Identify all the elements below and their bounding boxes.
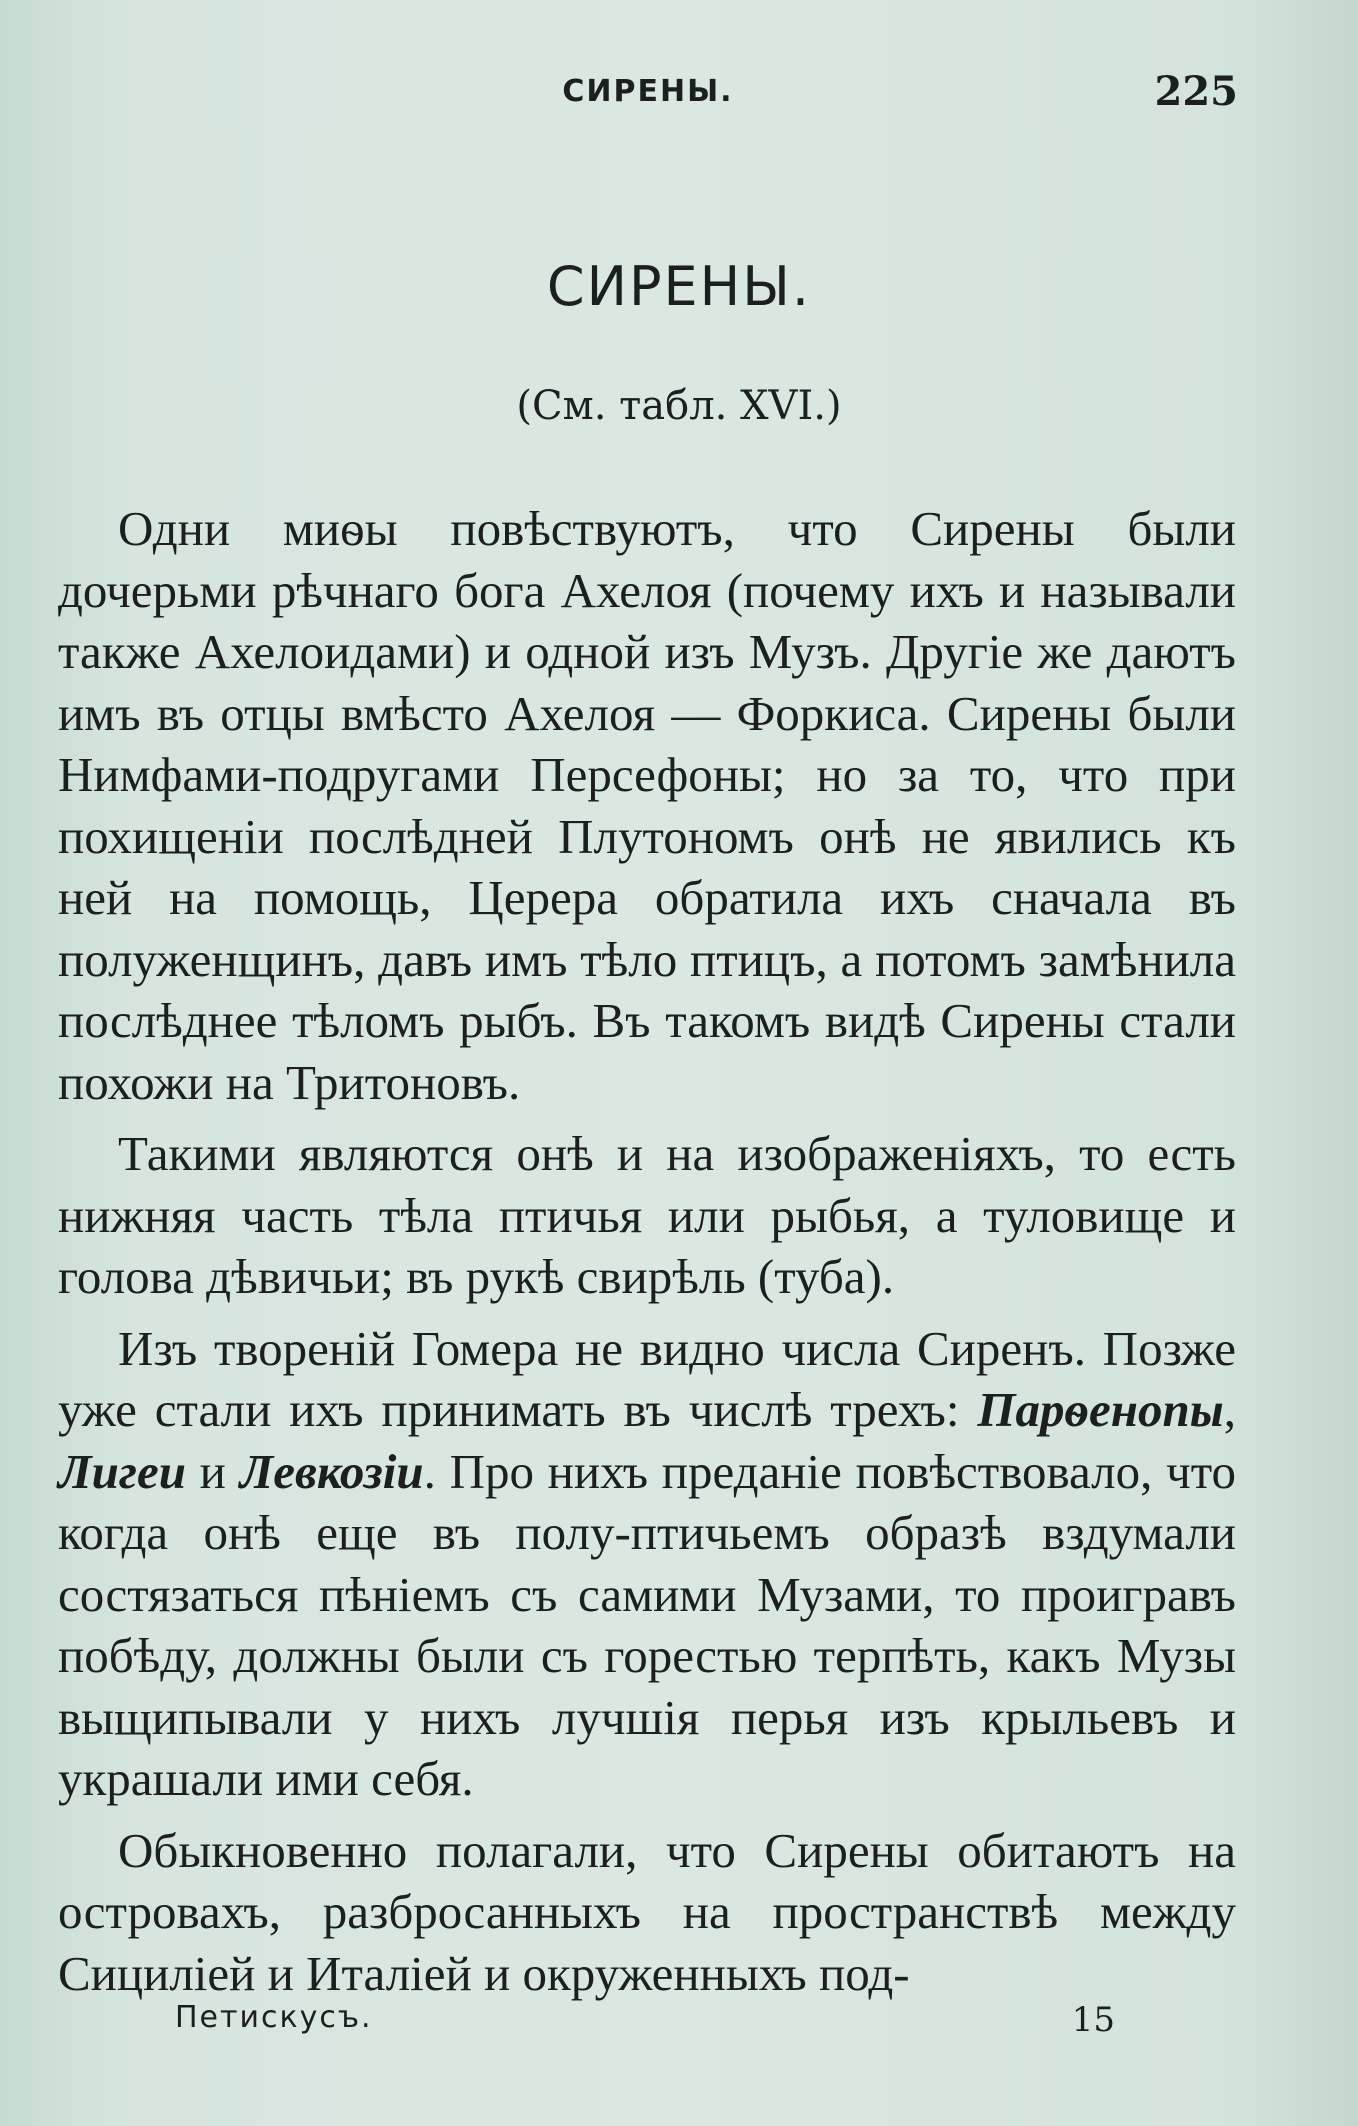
running-head: СИРЕНЫ. (562, 74, 734, 109)
separator: и (185, 1443, 240, 1499)
separator: , (1223, 1382, 1236, 1437)
paragraph-4: Обыкновенно полагали, что Сирены обитаютъ на островахъ, разбросанныхъ на пространствѣ между Сициліей и Италіей и окруженныхъ под- (58, 1822, 1236, 2001)
siren-name-parthenope: Парѳенопы (977, 1382, 1224, 1437)
siren-name-leucosia: Левкозіи (239, 1443, 424, 1499)
paragraph-2: Такими являются онѣ и на изображеніяхъ, то есть нижняя часть тѣла птичья или рыбья, а туловище и голова дѣвичьи; въ рукѣ свирѣль (туба). (58, 1126, 1236, 1304)
paragraph-3-rest: . Про нихъ преданіе повѣствовало, что когда онѣ еще въ полу-птичьемъ образѣ вздумали состязаться пѣніемъ съ самими Музами, то проигравъ побѣду, должны были съ горестью терпѣть, какъ Музы выщипывали у нихъ лучшія перья изъ крыльевъ и украшали ими себя. (58, 1443, 1236, 1806)
chapter-subtitle: (См. табл. XVI.) (516, 383, 842, 429)
page-number: 225 (1154, 68, 1238, 115)
paragraph-3 (58, 1318, 1236, 1810)
body-text (58, 498, 1236, 2014)
siren-name-ligeia: Лигеи (58, 1443, 186, 1499)
sheet-number: 15 (1071, 2000, 1115, 2040)
page-footer (175, 2000, 1115, 2050)
signature-mark: Петискусъ. (175, 2000, 373, 2035)
page-header (58, 68, 1238, 118)
chapter-title: СИРЕНЫ. (546, 255, 812, 318)
paragraph-1: Одни миѳы повѣствуютъ, что Сирены были дочерьми рѣчнаго бога Ахелоя (почему ихъ и называли также Ахелоидами) и одной изъ Музъ. Другіе же даютъ имъ въ отцы вмѣсто Ахелоя — Форкиса. Сирены были Нимфами-подругами Персефоны; но за то, что при похищеніи послѣдней Плутономъ онѣ не явились къ ней на помощь, Церера обратила ихъ сначала въ полуженщинъ, давъ имъ тѣло птицъ, а потомъ замѣнила послѣднее тѣломъ рыбъ. Въ такомъ видѣ Сирены стали похожи на Тритоновъ. (58, 501, 1236, 1110)
paragraph-3-lead: Изъ твореній Гомера не видно числа Сиренъ. Позже уже стали ихъ принимать въ числѣ трехъ: (58, 1320, 1236, 1437)
